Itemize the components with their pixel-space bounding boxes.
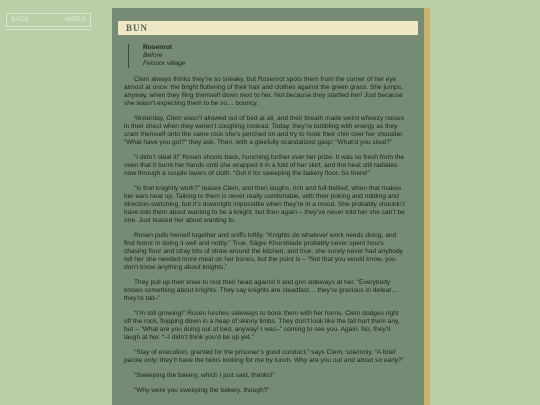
story-paragraph: “I’m still growing!” Rosen lurches sideways to bonk them with her horns. Clem dodges right off the rock, flopping down in a heap of skinny limbs. They don’t look like the fall hurt them any, but – “What are you doing out of bed, anyway! I was–” coming to see you. Again. No, they’ll laugh at her. “–I didn’t think you’d be up yet.” bbox=[124, 310, 400, 341]
story-paragraph: Rosen pulls herself together and sniffs loftily. “Knights do whatever work needs doing, and find honor in doing it well and nobly.” True, Sägre Khorsblade probably never spent hours chasing flour and stray bits of straw around the kitchen, and true, she surely never had anybody tell her she needed more meat on her bones, but the point is – “Not that you would know, you don’t know anything about knights.” bbox=[124, 232, 403, 271]
index-link[interactable]: INDEX bbox=[65, 17, 86, 23]
story-paragraph: “Stay of execution, granted for the prisoner’s good conduct,” says Clem, solemnly. “A brief parole only; they’ll have the twins looking for me by lunch. Why are you out and about so early?” bbox=[124, 349, 405, 364]
meta-place: Felsnor village bbox=[143, 60, 186, 67]
story-meta bbox=[128, 44, 407, 68]
meta-character: Rosenrot bbox=[143, 44, 172, 51]
nav-box bbox=[6, 13, 91, 27]
story-paragraph: They pull up their knee to rest their head against it and grin sideways at her. “Everybody knows something about knights. They say knights are steadfast… they’re gracious in defeat… they’re tall–” bbox=[124, 279, 398, 302]
story-panel bbox=[112, 8, 424, 405]
story-title: BUN bbox=[118, 21, 418, 35]
story-paragraph: “Is that knightly work?” teases Clem, and then laughs, rich and full-bellied, when that makes her ears heat up. Talking to them is never really comfortable, with their poking and riddling and direction-switching, but it’s downright impossible when they’re in a mood. She probably shouldn’t have told them about wanting to be a knight, but then again – they’ve never told her she can’t be one. Just teased her about wanting to. bbox=[124, 185, 405, 224]
story-paragraph: “Sweeping the bakery, which I just said, thanks!” bbox=[134, 372, 275, 379]
story-paragraph: “Why were you sweeping the bakery, though?” bbox=[134, 387, 270, 394]
meta-time: Before bbox=[143, 52, 163, 59]
story-paragraph: Yesterday, Clem wasn’t allowed out of bed at all, and their breath made weird wheezy noises in their chest when they weren’t coughing instead. Today, they’re bubbling with energy as they cram themself onto the same rock she’s perched on and try to hook their chin over her shoulder. “What have you got?” they ask. Then, with a gleefully scandalized gasp: “What’d you steal?” bbox=[124, 115, 405, 146]
nav-divider bbox=[6, 29, 91, 30]
story-body bbox=[124, 44, 407, 402]
story-paragraph: Clem always thinks they’re so sneaky, but Rosenrot spots them from the corner of her eye almost at once: the bright fluttering of their hair and clothes against the green grass. She jumps, anyway, when they fling themself down next to her. Not because they startled her! Just because she wasn’t expecting them to be so… bouncy. bbox=[124, 76, 403, 107]
back-link[interactable]: BACK bbox=[11, 17, 30, 23]
story-paragraph: “I didn’t steal it!” Rosen shoots back, hunching further over her prize. It was so fresh from the oven that it burnt her hands until she wrapped it in a fold of her skirt, and the heat still radiates now through a couple layers of cloth. “Got it for sweeping the bakery floor. So there!” bbox=[124, 154, 405, 177]
